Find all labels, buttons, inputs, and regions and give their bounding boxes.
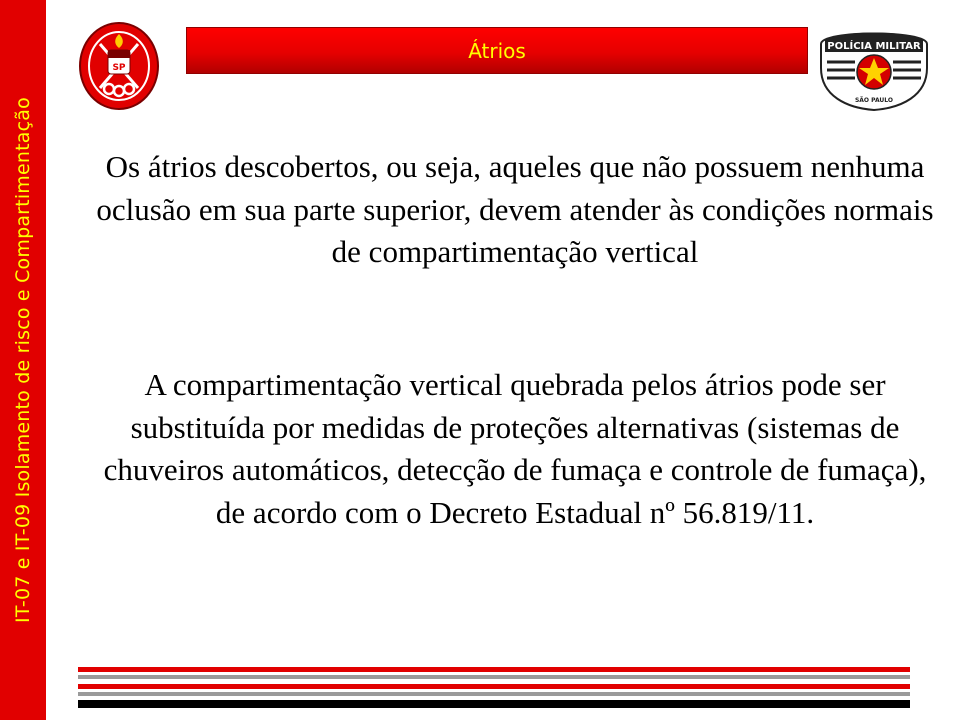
footer-stripe-gray [78,692,910,696]
page-title: Átrios [468,38,526,63]
svg-text:POLÍCIA MILITAR: POLÍCIA MILITAR [827,41,921,52]
footer-stripe-red [78,667,910,672]
footer-stripe-red [78,684,910,689]
svg-text:SÃO PAULO: SÃO PAULO [854,97,894,104]
sidebar-title: IT-07 e IT-09 Isolamento de risco e Compartimentação [12,97,34,623]
military-police-emblem-icon [815,22,933,112]
paragraph-open-atria: Os átrios descobertos, ou seja, aqueles que não possuem nenhuma oclusão em sua parte superior, devem atender às condições normais de compartimentação vertical [96,149,934,269]
footer-stripe-black [78,700,910,708]
title-bar [186,27,808,74]
footer-stripe-gray [78,675,910,679]
sidebar [0,0,46,720]
svg-text:SP: SP [112,63,126,73]
fire-department-emblem-icon [78,20,160,112]
paragraph-compartmentation-alternatives: A compartimentação vertical quebrada pelos átrios pode ser substituída por medidas de proteções alternativas (sistemas de chuveiros automáticos, detecção de fumaça e controle de fumaça), de acordo com o Decreto Estadual nº 56.819/11. [103,367,927,530]
